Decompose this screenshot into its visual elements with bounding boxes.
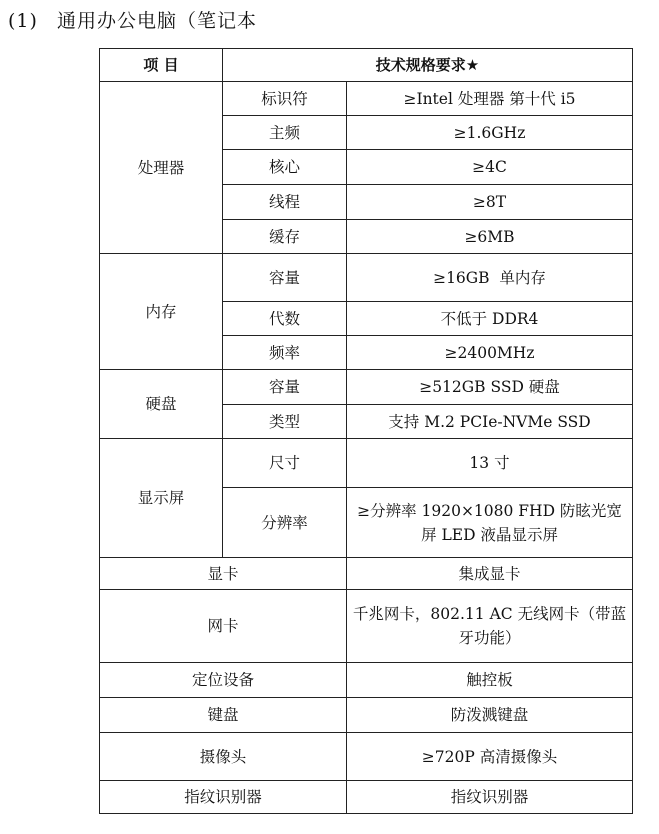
table-row (100, 439, 633, 488)
memory-sub-name: 容量 (223, 254, 347, 302)
nic-value: 千兆网卡，802.11 AC 无线网卡（带蓝牙功能） (347, 590, 633, 663)
cpu-sub-value: ≥Intel 处理器 第十代 i5 (347, 82, 633, 116)
memory-sub-value: ≥2400MHz (347, 336, 633, 370)
display-label: 显示屏 (100, 439, 223, 558)
display-sub-value: ≥分辨率 1920×1080 FHD 防眩光宽屏 LED 液晶显示屏 (347, 488, 633, 558)
cpu-sub-name: 线程 (223, 185, 347, 220)
disk-sub-name: 容量 (223, 370, 347, 405)
cpu-label: 处理器 (100, 82, 223, 254)
cpu-sub-value: ≥8T (347, 185, 633, 220)
spec-table (99, 48, 633, 814)
display-sub-name: 分辨率 (223, 488, 347, 558)
cpu-sub-name: 缓存 (223, 220, 347, 254)
cpu-sub-value: ≥1.6GHz (347, 116, 633, 150)
nic-label: 网卡 (100, 590, 347, 663)
pointing-label: 定位设备 (100, 663, 347, 698)
fingerprint-label: 指纹识别器 (100, 781, 347, 814)
table-row (100, 558, 633, 590)
memory-sub-value: ≥16GB 单内存 (347, 254, 633, 302)
display-sub-name: 尺寸 (223, 439, 347, 488)
camera-label: 摄像头 (100, 733, 347, 781)
header-item: 项 目 (100, 49, 223, 82)
memory-sub-name: 代数 (223, 302, 347, 336)
table-row (100, 254, 633, 302)
gpu-value: 集成显卡 (347, 558, 633, 590)
table-row (100, 82, 633, 116)
disk-label: 硬盘 (100, 370, 223, 439)
display-sub-value: 13 寸 (347, 439, 633, 488)
disk-sub-value: ≥512GB SSD 硬盘 (347, 370, 633, 405)
section-number: (1) (8, 10, 38, 32)
cpu-sub-name: 主频 (223, 116, 347, 150)
table-row (100, 733, 633, 781)
keyboard-label: 键盘 (100, 698, 347, 733)
table-row (100, 698, 633, 733)
table-row (100, 370, 633, 405)
fingerprint-value: 指纹识别器 (347, 781, 633, 814)
table-row (100, 663, 633, 698)
table-header-row (100, 49, 633, 82)
table-row (100, 590, 633, 663)
cpu-sub-value: ≥4C (347, 150, 633, 185)
memory-sub-value: 不低于 DDR4 (347, 302, 633, 336)
section-heading (8, 6, 257, 33)
pointing-value: 触控板 (347, 663, 633, 698)
table-row (100, 781, 633, 814)
camera-value: ≥720P 高清摄像头 (347, 733, 633, 781)
section-title: 通用办公电脑（笔记本 (56, 10, 257, 32)
cpu-sub-name: 核心 (223, 150, 347, 185)
disk-sub-name: 类型 (223, 405, 347, 439)
cpu-sub-name: 标识符 (223, 82, 347, 116)
memory-sub-name: 频率 (223, 336, 347, 370)
memory-label: 内存 (100, 254, 223, 370)
header-spec: 技术规格要求★ (223, 49, 633, 82)
disk-sub-value: 支持 M.2 PCIe-NVMe SSD (347, 405, 633, 439)
cpu-sub-value: ≥6MB (347, 220, 633, 254)
keyboard-value: 防泼溅键盘 (347, 698, 633, 733)
gpu-label: 显卡 (100, 558, 347, 590)
